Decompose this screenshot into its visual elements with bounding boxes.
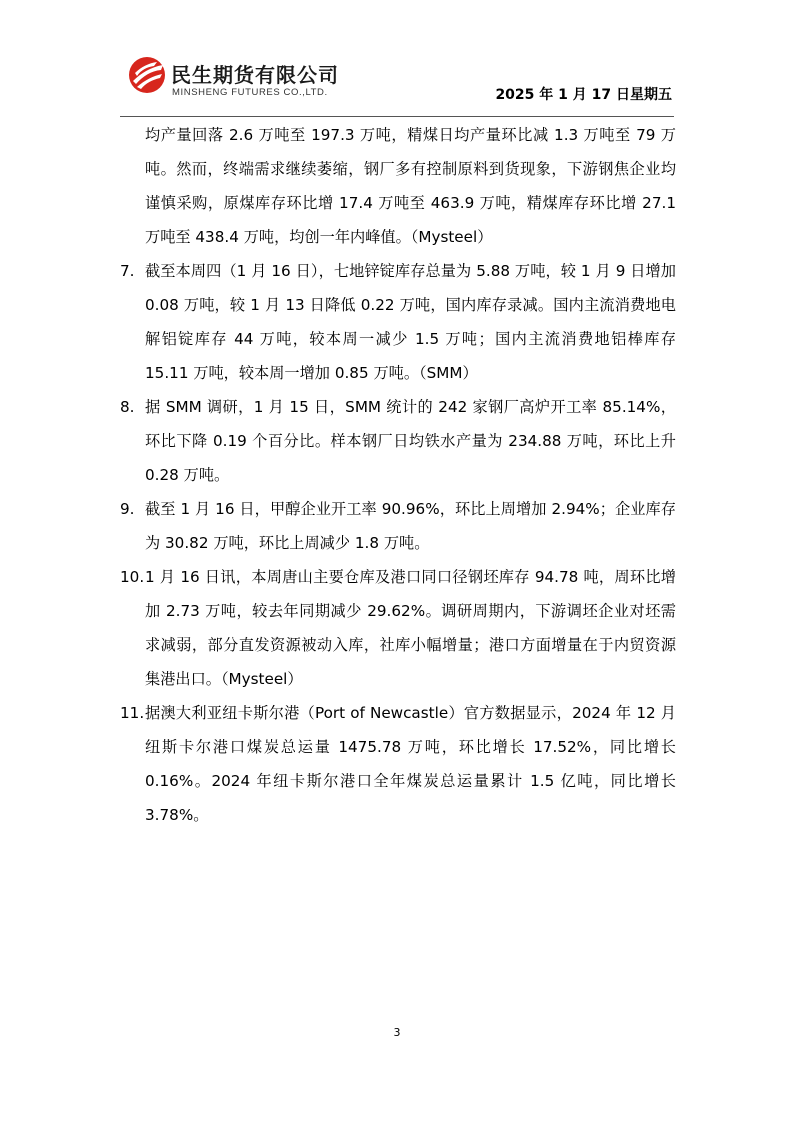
list-item (120, 254, 676, 390)
page-header (120, 52, 674, 116)
company-logo (127, 55, 367, 101)
list-item (120, 696, 676, 832)
item-text: 截至 1 月 16 日，甲醇企业开工率 90.96%，环比上周增加 2.94%；企业库存为 30.82 万吨，环比上周减少 1.8 万吨。 (145, 500, 676, 552)
item-text: 截至本周四（1 月 16 日），七地锌锭库存总量为 5.88 万吨，较 1 月 9 日增加 0.08 万吨，较 1 月 13 日降低 0.22 万吨，国内库存录减。国内主流消费地电解铝锭库存 44 万吨，较本周一减少 1.5 万吨；国内主流消费地铝棒库存 15.11 万吨，较本周一增加 0.85 万吨。（SMM） (145, 262, 676, 382)
list-item (120, 390, 676, 492)
header-divider (120, 116, 674, 117)
list-item (120, 560, 676, 696)
news-content (120, 118, 676, 832)
list-item (120, 492, 676, 560)
item-text: 据澳大利亚纽卡斯尔港（Port of Newcastle）官方数据显示，2024 年 12 月纽斯卡尔港口煤炭总运量 1475.78 万吨，环比增长 17.52%，同比增长 0.16%。2024 年纽卡斯尔港口全年煤炭总运量累计 1.5 亿吨，同比增长 3.78%。 (145, 704, 676, 824)
continuation-paragraph: 均产量回落 2.6 万吨至 197.3 万吨，精煤日均产量环比减 1.3 万吨至 79 万吨。然而，终端需求继续萎缩，钢厂多有控制原料到货现象，下游钢焦企业均谨慎采购，原煤库存环比增 17.4 万吨至 463.9 万吨，精煤库存环比增 27.1 万吨至 438.4 万吨，均创一年内峰值。（Mysteel） (145, 126, 676, 246)
item-number: 11. (120, 704, 145, 722)
minsheng-logo-icon (127, 55, 167, 95)
item-number: 8. (120, 398, 135, 416)
item-number: 10. (120, 568, 145, 586)
page-number: 3 (393, 1026, 401, 1039)
report-date: 2025 年 1 月 17 日星期五 (495, 87, 672, 103)
company-name-en: MINSHENG FUTURES CO.,LTD. (172, 87, 328, 98)
company-name-cn: 民生期货有限公司 (171, 63, 339, 87)
item-number: 7. (120, 262, 135, 280)
item-text: 1 月 16 日讯，本周唐山主要仓库及港口同口径钢坯库存 94.78 吨，周环比增加 2.73 万吨，较去年同期减少 29.62%。调研周期内，下游调坯企业对坯需求减弱，部分直发资源被动入库，社库小幅增量；港口方面增量在于内贸资源集港出口。（Mysteel） (145, 568, 676, 688)
item-number: 9. (120, 500, 135, 518)
item-text: 据 SMM 调研，1 月 15 日，SMM 统计的 242 家钢厂高炉开工率 85.14%，环比下降 0.19 个百分比。样本钢厂日均铁水产量为 234.88 万吨，环比上升 0.28 万吨。 (145, 398, 676, 484)
